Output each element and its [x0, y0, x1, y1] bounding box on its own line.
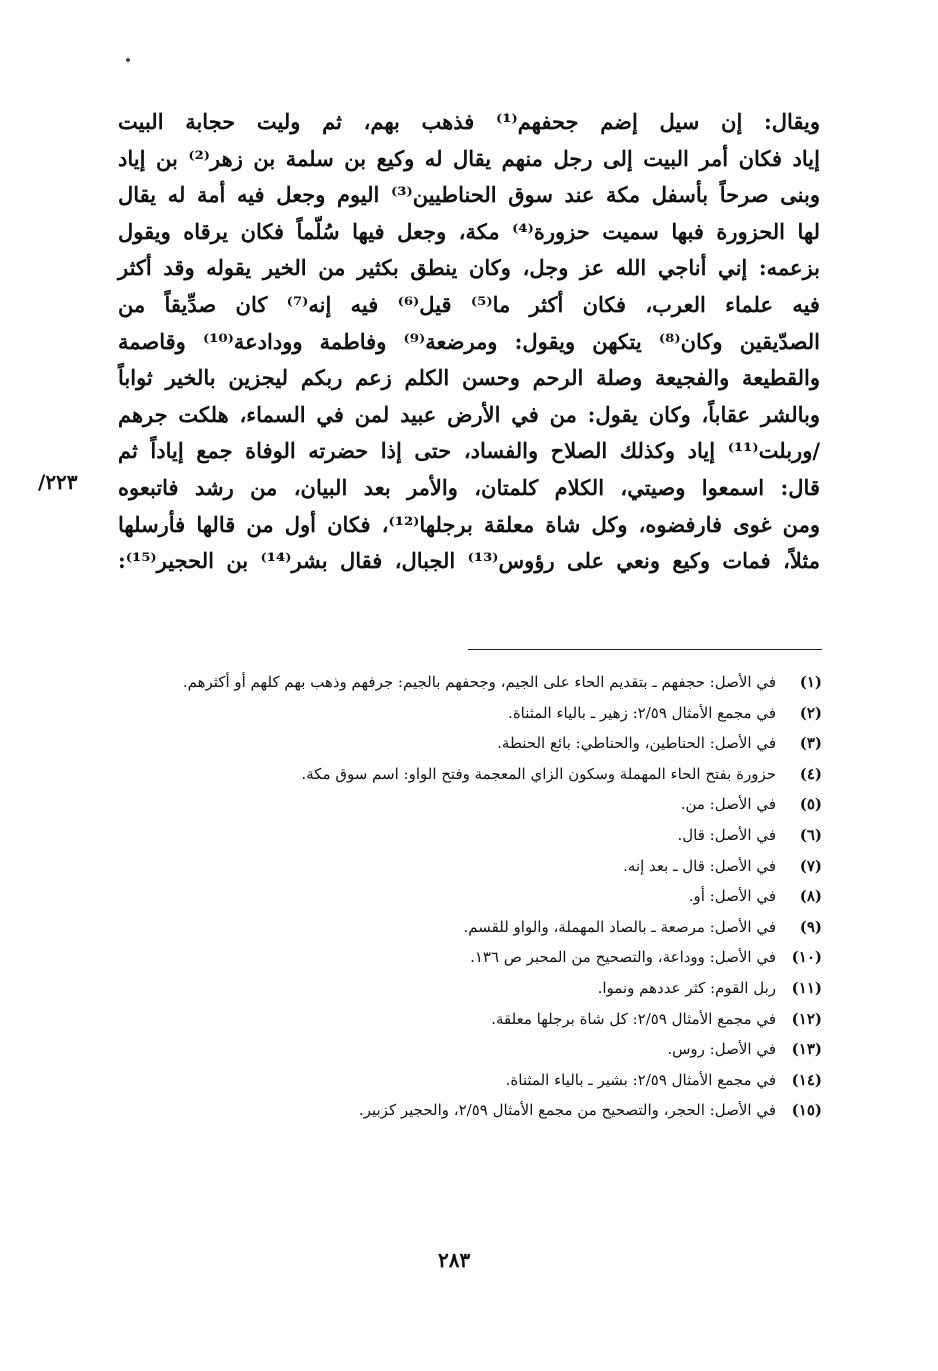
footnote-number: (٣)	[799, 734, 822, 753]
footnote-text: في الأصل: حجفهم ـ بتقديم الحاء على الجيم، وجحفهم بالجيم: جرفهم وذهب بهم كلهم أو أكثرهم.	[182, 673, 776, 691]
footnote-number: (٩)	[799, 917, 822, 936]
footnote	[118, 667, 822, 698]
footnote-text: في مجمع الأمثال ٢/٥٩: بشير ـ بالياء المثناة.	[505, 1070, 776, 1089]
main-text-line: فيه علماء العرب، فكان أكثر ما⁽⁵⁾ قيل⁽⁶⁾ فيه إنه⁽⁷⁾ كان صدِّيقاً من	[118, 291, 820, 317]
main-text-line: إياد فكان أمر البيت إلى رجل منهم يقال له وكيع بن سلمة بن زهر⁽²⁾ بن إياد	[118, 145, 820, 171]
main-text-block	[118, 104, 820, 580]
footnote	[118, 973, 822, 1004]
footnote	[118, 912, 822, 943]
footnote	[118, 759, 822, 790]
print-dot	[126, 58, 130, 62]
footnote	[118, 1004, 822, 1035]
footnote-number: (٦)	[799, 825, 822, 844]
footnote-number: (١٥)	[791, 1101, 822, 1120]
footnote	[118, 698, 822, 729]
footnote-text: في مجمع الأمثال ٢/٥٩: كل شاة برجلها معلقة.	[491, 1009, 776, 1028]
main-text-line: لها الحزورة فبها سميت حزورة⁽⁴⁾ مكة، وجعل فيها سُلّماً فكان يرقاه ويقول	[118, 218, 820, 244]
footnote-text: في الأصل: من.	[680, 795, 776, 814]
footnote-text: حزورة بفتح الحاء المهملة وسكون الزاي المعجمة وفتح الواو: اسم سوق مكة.	[301, 764, 776, 783]
footnote-number: (١)	[799, 673, 822, 691]
footnote-number: (٥)	[799, 795, 822, 814]
footnote	[118, 728, 822, 759]
main-text-line: قال: اسمعوا وصيتي، الكلام كلمتان، والأمر بعد البيان، من رشد فاتبعوه	[118, 474, 820, 500]
footnote	[118, 881, 822, 912]
main-text-line: والقطيعة والفجيعة وصلة الرحم وحسن الكلم زعم ربكم ليجزين بالخير ثواباً	[118, 365, 820, 391]
footnote-number: (٢)	[799, 703, 822, 722]
footnote-text: ربل القوم: كثر عددهم ونموا.	[597, 978, 776, 997]
footnote-text: في الأصل: الحجر، والتصحيح من مجمع الأمثال ٢/٥٩، والحجير كزبير.	[358, 1101, 776, 1120]
footnote	[118, 820, 822, 851]
footnote-text: في الأصل: قال ـ بعد إنه.	[623, 856, 776, 875]
footnote-number: (١٣)	[791, 1040, 822, 1059]
footnote	[118, 1034, 822, 1065]
main-text-line: ومن غوى فارفضوه، وكل شاة معلقة برجلها⁽¹²⁾، فكان أول من قالها فأرسلها	[118, 511, 820, 537]
footnote	[118, 789, 822, 820]
footnote-text: في الأصل: روس.	[667, 1040, 776, 1059]
main-text-line: الصدّيقين وكان⁽⁸⁾ يتكهن ويقول: ومرضعة⁽⁹⁾ وفاطمة وودادعة⁽¹⁰⁾ وقاصمة	[118, 328, 820, 354]
footnote-separator	[468, 649, 822, 650]
main-text-line: مثلاً، فمات وكيع ونعي على رؤوس⁽¹³⁾ الجبال، فقال بشر⁽¹⁴⁾ بن الحجير⁽¹⁵⁾:	[118, 548, 820, 574]
margin-folio-number: ٢٢٣/	[38, 470, 78, 494]
main-text-line: وبالشر عقاباً، وكان يقول: من في الأرض عبيد لمن في السماء، هلكت جرهم	[118, 401, 820, 427]
footnote-text: في الأصل: مرصعة ـ بالصاد المهملة، والواو للقسم.	[463, 917, 776, 936]
footnote-number: (٤)	[799, 764, 822, 783]
footnote-text: في الأصل: ووداعة، والتصحيح من المحبر ص ١٣٦.	[470, 948, 776, 967]
footnote	[118, 851, 822, 882]
footnote-text: في الأصل: قال.	[677, 825, 776, 844]
page-number: ٢٨٣	[438, 1248, 471, 1272]
footnote-number: (١٢)	[791, 1009, 822, 1028]
footnote	[118, 1065, 822, 1096]
footnote-number: (١٠)	[791, 948, 822, 967]
footnote-text: في مجمع الأمثال ٢/٥٩: زهير ـ بالياء المثناة.	[508, 703, 776, 722]
main-text-line: ويقال: إن سيل إضم جحفهم⁽¹⁾ فذهب بهم، ثم وليت حجابة البيت	[118, 109, 820, 134]
footnote-number: (١١)	[791, 978, 822, 997]
footnote-number: (١٤)	[791, 1070, 822, 1089]
footnote-number: (٨)	[799, 887, 822, 906]
main-text-line: وبنى صرحاً بأسفل مكة عند سوق الحناطيين⁽³⁾ اليوم وجعل فيه أمة له يقال	[118, 182, 820, 208]
footnote-text: في الأصل: أو.	[688, 887, 776, 906]
footnote-number: (٧)	[799, 856, 822, 875]
main-text-line: /وربلت⁽¹¹⁾ إياد وكذلك الصلاح والفساد، حتى إذا حضرته الوفاة جمع إياداً ثم	[118, 438, 820, 464]
footnotes-block	[118, 667, 822, 1126]
footnote	[118, 1095, 822, 1126]
main-text-line: بزعمه: إني أناجي الله عز وجل، وكان ينطق بكثير من الخير يقوله وقد أكثر	[118, 255, 820, 281]
footnote-text: في الأصل: الحناطين، والحناطي: بائع الحنطة.	[497, 734, 776, 753]
footnote	[118, 942, 822, 973]
